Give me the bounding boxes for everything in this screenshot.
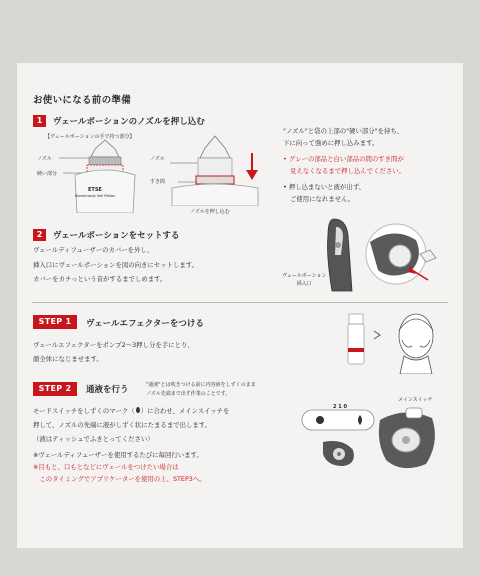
face-apply-illustration <box>386 306 446 374</box>
step2-title: 通液を行う <box>86 385 129 395</box>
step2-title-note-2: ノズル先端まで出す作業のことです。 <box>146 391 231 397</box>
divider <box>32 302 448 303</box>
main-switch-label: メインスイッチ <box>398 397 433 403</box>
fig2-label-nozzle: ノズル <box>150 156 165 162</box>
fig1-caption: 【ヴェールポーションの手で持つ部分】 <box>45 134 135 140</box>
section1-number: 1 <box>33 115 46 127</box>
step2-line1: モードスイッチをしずくのマーク（ ）に合わせ、メインスイッチを <box>33 407 230 415</box>
insert-potion-illustration <box>360 214 444 294</box>
section1-note-red-1: • グレーの部品と白い部品の間のすき間が <box>283 155 404 163</box>
step2-note1: ※ヴェールディフューザーを使用するたびに毎回行います。 <box>33 451 203 459</box>
bottle-illustration <box>33 135 143 213</box>
section2-line2: 挿入口にヴェールポーションを図の向きにセットします。 <box>33 261 199 269</box>
section2-line1: ヴェールディフューザーのカバーを外し、 <box>33 246 154 254</box>
diffuser-device-illustration <box>374 402 444 474</box>
section1-desc-1: "ノズル"と袋の上部の"硬い部分"を持ち、 <box>283 127 404 135</box>
fig2-label-gap: すき間 <box>150 179 166 185</box>
mode-digits: 2 1 0 <box>333 404 347 410</box>
section2-number: 2 <box>33 229 46 241</box>
section1-note-red-2: 見えなくなるまで押し込んでください。 <box>290 167 406 175</box>
step1-title: ヴェールエフェクターをつける <box>86 319 204 329</box>
section1-title: ヴェールポーションのノズルを押し込む <box>53 117 205 127</box>
step2-note-red-1: ※目もと、口もとなどにヴェールをつけたい場合は <box>33 463 179 471</box>
nozzle-press-illustration <box>160 128 270 206</box>
step2-title-note-1: "通液"とは吹きつける前に内容液をしずくのまま <box>146 382 256 388</box>
step1-line1: ヴェールエフェクターをポンプ2〜3押し分を手にとり、 <box>33 341 194 349</box>
section2-line3: カバーをカチっという音がするまでしめます。 <box>33 275 167 283</box>
section2-title: ヴェールポーションをセットする <box>53 231 180 241</box>
step2-note-red-2: このタイミングでアプリケーターを使用の上、STEP3へ。 <box>33 475 206 483</box>
section1-desc-2: 下に向って強めに押し込みます。 <box>283 139 379 147</box>
fig1-label-hard: 硬い部分 <box>37 171 58 177</box>
bottle-text: Biomimesis Veil Potion <box>75 194 116 198</box>
step2-badge: STEP 2 <box>33 382 77 396</box>
step2-line2: 押して、ノズルの先端に液がしずく状にたまるまで出します。 <box>33 421 212 429</box>
nozzle-drop-illustration <box>317 436 359 470</box>
fig2-caption: ノズルを押し込む <box>190 209 230 215</box>
bottle-brand: ETSE <box>88 187 102 193</box>
fig1-label-nozzle: ノズル <box>37 156 52 162</box>
section1-note-1: • 押し込まないと液が出ず、 <box>283 183 365 191</box>
effector-bottle-illustration <box>340 310 376 370</box>
page-title: お使いになる前の準備 <box>33 95 132 106</box>
section2-fig-label: ヴェールポーション 挿入口 <box>282 273 327 287</box>
step1-badge: STEP 1 <box>33 315 77 329</box>
arrow-icon <box>372 330 384 340</box>
step1-line2: 顔全体になじませます。 <box>33 355 103 363</box>
step2-line3: （液はティッシュでふきとってください） <box>33 435 154 443</box>
section1-note-2: ご使用になれません。 <box>290 195 355 203</box>
drop-icon <box>136 407 140 413</box>
